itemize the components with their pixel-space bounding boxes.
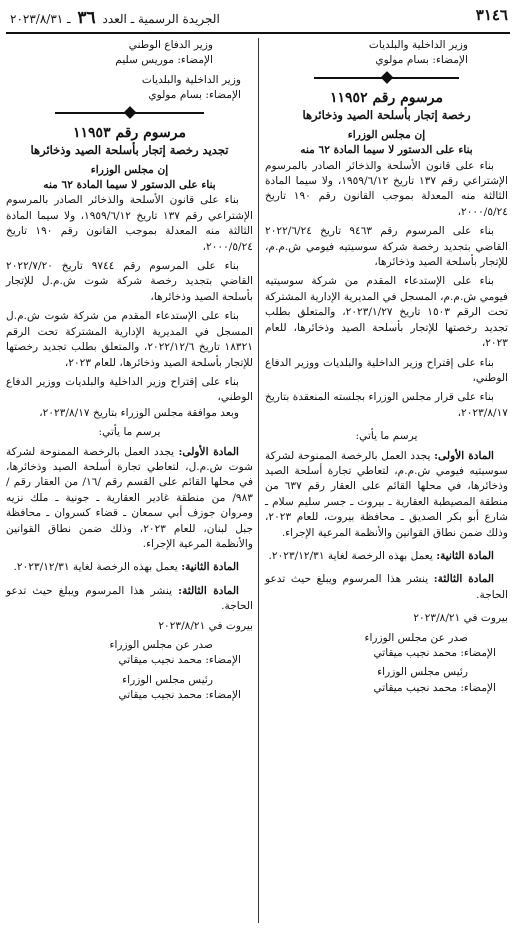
left-column xyxy=(6,38,253,704)
paragraph: بناء على المرسوم رقم ٩٤٦٣ تاريخ ٢٠٢٢/٦/٢٤ القاضي بتجديد رخصة شركة سوسيتيه فيومي ش.م.م، للإتجار بأسلحة الصيد وذخائرها، xyxy=(265,225,508,269)
article-label: المادة الثانية: xyxy=(181,561,239,574)
paragraph: بناء على المرسوم رقم ٩٧٤٤ تاريخ ٢٠٢٢/٧/٢٠ القاضي بتجديد رخصة شركة شوت ش.م.ل للإتجار بأسلحة الصيد وذخائرها، xyxy=(6,260,253,303)
paragraph: بناء على الإستدعاء المقدم من شركة سوسيتيه فيومي ش.م.م، المسجل في المديرية الإدارية المشتركة تحت الرقم ١٥٠٣ تاريخ ٢٠٢٣/١/٢٧، والمتعلق بطلب تجديد رخصتها للإتجار بأسلحة الصيد وذخائرها، للعام ٢٠٢٣، xyxy=(265,275,508,350)
header-rule xyxy=(6,32,510,34)
article-2 xyxy=(6,560,253,575)
sig-defense-role: وزير الدفاع الوطني xyxy=(128,39,213,51)
right-column xyxy=(265,38,508,696)
gazette-title xyxy=(10,8,220,28)
section-separator xyxy=(6,108,253,118)
article-3 xyxy=(6,584,253,615)
article-2 xyxy=(265,549,508,564)
decree-subject: رخصة إتجار بأسلحة الصيد وذخائرها xyxy=(302,107,471,122)
place-date: بيروت في ٢٠٢٣/٨/٢١ xyxy=(413,612,508,625)
decree-subject: تجديد رخصة إتجار بأسلحة الصيد وذخائرها xyxy=(30,142,229,157)
place-date: بيروت في ٢٠٢٣/٨/٢١ xyxy=(158,619,253,632)
paragraph: بناء على إقتراح وزير الداخلية والبلديات ووزير الدفاع الوطني، xyxy=(265,356,508,384)
article-label: المادة الأولى: xyxy=(178,445,239,458)
paragraph: بناء على قانون الأسلحة والذخائر الصادر بالمرسوم الإشتراعي رقم ١٣٧ تاريخ ١٩٥٩/٦/١٢، ولا سيما المادة الثالثة منه المعدلة بموجب القانون رقم ١٩٠ تاريخ ٢٠٠٠/٥/٢٤، xyxy=(6,194,253,253)
paragraph: وبعد موافقة مجلس الوزراء بتاريخ ٢٠٢٣/٨/١٧، xyxy=(39,406,239,419)
pm-sign: الإمضاء: محمد نجيب ميقاتي xyxy=(373,681,496,694)
issued-sign: الإمضاء: محمد نجيب ميقاتي xyxy=(373,647,496,659)
paragraph: بناء على قانون الأسلحة والذخائر الصادر بالمرسوم الإشتراعي رقم ١٣٧ تاريخ ١٩٥٩/٦/١٢، ولا سيما المادة الثالثة منه المعدلة بموجب القانون رقم ١٩٠ تاريخ ٢٠٠٠/٥/٢٤، xyxy=(265,159,508,218)
sig-interior-name: الإمضاء: بسام مولوي xyxy=(148,89,241,102)
decrees-heading: يرسم ما يأتي: xyxy=(98,426,161,439)
article-text: يعمل بهذه الرخصة لغاية ٢٠٢٣/١٢/٣١. xyxy=(268,549,437,562)
page-header xyxy=(0,0,516,34)
sig-interior-role: وزير الداخلية والبلديات xyxy=(368,39,468,51)
article-label: المادة الثانية: xyxy=(436,549,494,562)
issuer: إن مجلس الوزراء xyxy=(90,163,169,176)
issued-by: صدر عن مجلس الوزراء xyxy=(109,639,213,651)
article-1 xyxy=(265,449,508,541)
issued-sign: الإمضاء: محمد نجيب ميقاتي xyxy=(118,654,241,667)
article-text: يعمل بهذه الرخصة لغاية ٢٠٢٣/١٢/٣١. xyxy=(13,561,182,574)
section-separator xyxy=(265,73,508,83)
paragraph: بناء على إقتراح وزير الداخلية والبلديات ووزير الدفاع الوطني، xyxy=(6,375,253,404)
pm-role: رئيس مجلس الوزراء xyxy=(377,666,468,679)
gazette-date: ـ ٢٠٢٣/٨/٣١ xyxy=(10,12,71,26)
article-label: المادة الثالثة: xyxy=(178,584,239,597)
issuer: إن مجلس الوزراء xyxy=(347,128,426,141)
issue-number: ٣٦ xyxy=(77,8,96,28)
article-text: يجدد العمل بالرخصة الممنوحة لشركة شوت ش.م.ل، لتعاطي تجارة أسلحة الصيد وذخائرها، في محلها القائم على القسم رقم /١٦/ من العقار رقم /٩٨٣/ من منطقة غادير العقارية ـ جونية ـ ملك نزيه ومروان جوزف أبي سمعان ـ قضاء كسروان ـ محافظة جبل لبنان، للعام ٢٠٢٣، وذلك ضمن نطاق القوانين والأنظمة المرعية الإجراء. xyxy=(6,445,254,550)
paragraph: بناء على قرار مجلس الوزراء بجلسته المنعقدة بتاريخ ٢٠٢٣/٨/١٧، xyxy=(265,391,508,419)
decree-number: مرسوم رقم ١١٩٥٣ xyxy=(73,124,186,141)
article-text: ينشر هذا المرسوم ويبلغ حيث تدعو الحاجة. xyxy=(6,584,253,613)
basis: بناء على الدستور لا سيما المادة ٦٢ منه xyxy=(300,144,473,157)
issued-by: صدر عن مجلس الوزراء xyxy=(364,631,468,644)
paragraph: بناء على الإستدعاء المقدم من شركة شوت ش.م.ل المسجل في المديرية الإدارية المشتركة تحت الرقم ١٨٣٢١ تاريخ ٢٠٢٢/١٢/٦، والمتعلق بطلب تجديد رخصتها للإتجار بأسلحة الصيد وذخائرها، للعام ٢٠٢٣، xyxy=(6,310,253,369)
sig-interior-name: الإمضاء: بسام مولوي xyxy=(375,54,468,67)
gazette-title-prefix: الجريدة الرسمية ـ العدد xyxy=(102,12,220,26)
page-number: ٣١٤٦ xyxy=(475,6,508,24)
article-3 xyxy=(265,572,508,603)
article-text: ينشر هذا المرسوم ويبلغ حيث تدعو الحاجة. xyxy=(265,573,508,601)
sig-interior-role: وزير الداخلية والبلديات xyxy=(141,73,241,86)
decrees-heading: يرسم ما يأتي: xyxy=(355,430,418,443)
pm-role: رئيس مجلس الوزراء xyxy=(122,673,213,686)
article-label: المادة الثالثة: xyxy=(433,573,494,586)
decree-number: مرسوم رقم ١١٩٥٢ xyxy=(330,89,443,106)
pm-sign: الإمضاء: محمد نجيب ميقاتي xyxy=(118,689,241,702)
basis: بناء على الدستور لا سيما المادة ٦٢ منه xyxy=(43,179,216,192)
sig-defense-name: الإمضاء: موريس سليم xyxy=(115,54,213,67)
column-divider xyxy=(258,38,259,923)
article-label: المادة الأولى: xyxy=(434,449,494,462)
article-text: يجدد العمل بالرخصة الممنوحة لشركة سوسيتيه فيومي ش.م.م، لتعاطي تجارة أسلحة الصيد وذخائرها، في محلها القائم على العقار رقم ٦٣٧ من منطقة المصيطبة العقارية ـ بيروت ـ جسر سليم سلام ـ شارع أبو بكر الصديق ـ محافظة بيروت، للعام ٢٠٢٣، وذلك ضمن نطاق القوانين والأنظمة المرعية الإجراء. xyxy=(265,449,508,539)
article-1 xyxy=(6,445,253,553)
